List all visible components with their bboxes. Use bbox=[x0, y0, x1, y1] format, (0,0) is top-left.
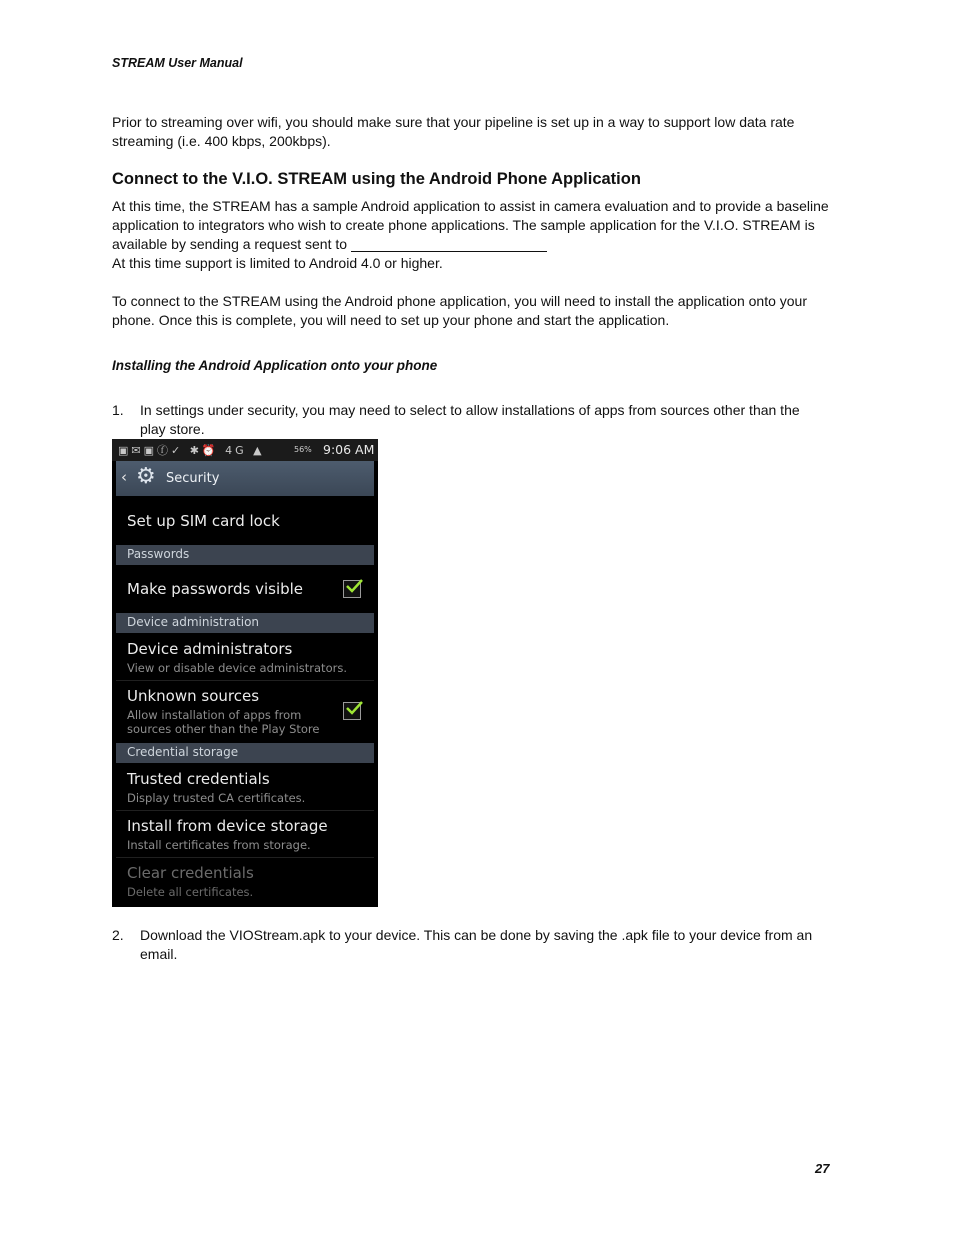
row-divider bbox=[116, 810, 374, 811]
setting-subtitle: Allow installation of apps from bbox=[127, 708, 302, 722]
checkmark-icon bbox=[344, 577, 364, 597]
page-number: 27 bbox=[815, 1161, 830, 1176]
section-label: Device administration bbox=[127, 615, 260, 629]
gear-icon: ⚙ bbox=[136, 464, 156, 489]
setting-trusted-credentials[interactable]: Trusted credentials bbox=[127, 770, 270, 788]
email-blank-line bbox=[351, 237, 547, 252]
step-number: 2. bbox=[112, 927, 124, 943]
running-header: STREAM User Manual bbox=[112, 56, 243, 70]
setting-subtitle: Delete all certificates. bbox=[127, 885, 254, 899]
back-chevron-icon[interactable]: ‹ bbox=[121, 468, 127, 486]
section-heading: Connect to the V.I.O. STREAM using the Android Phone Application bbox=[112, 170, 641, 188]
paragraph-availability bbox=[112, 197, 829, 273]
setting-device-administrators[interactable]: Device administrators bbox=[127, 640, 293, 658]
request-text: available by sending a request sent to bbox=[112, 236, 348, 252]
step-1-text bbox=[140, 401, 800, 439]
intro-line: Prior to streaming over wifi, you should make sure that your pipeline is set up in a way to support low data rate bbox=[112, 114, 795, 130]
setting-sim-lock[interactable]: Set up SIM card lock bbox=[127, 512, 280, 530]
checkbox-unknown-sources[interactable] bbox=[343, 702, 361, 720]
setting-clear-credentials: Clear credentials bbox=[127, 864, 254, 882]
subheading-install: Installing the Android Application onto your phone bbox=[112, 358, 438, 373]
para-line: To connect to the STREAM using the Android phone application, you will need to install the application onto your bbox=[112, 293, 807, 309]
section-device-administration bbox=[116, 613, 374, 633]
intro-paragraph bbox=[112, 113, 794, 151]
status-bar bbox=[112, 439, 378, 461]
para-line: At this time support is limited to Android 4.0 or higher. bbox=[112, 255, 443, 271]
network-icon: 4G bbox=[225, 444, 247, 457]
setting-unknown-sources[interactable]: Unknown sources bbox=[127, 687, 260, 705]
setting-subtitle: Display trusted CA certificates. bbox=[127, 791, 306, 805]
step-line: email. bbox=[140, 946, 178, 962]
setting-install-from-storage[interactable]: Install from device storage bbox=[127, 817, 328, 835]
checkbox-make-passwords-visible[interactable] bbox=[343, 580, 361, 598]
paragraph-connect bbox=[112, 292, 807, 330]
para-line: application to integrators who wish to create phone applications. The sample application for the V.I.O. STREAM is bbox=[112, 217, 815, 233]
android-security-screenshot bbox=[112, 439, 378, 907]
para-line bbox=[112, 235, 829, 254]
section-label: Credential storage bbox=[127, 745, 239, 759]
row-divider bbox=[116, 680, 374, 681]
step-line: play store. bbox=[140, 421, 205, 437]
row-divider bbox=[116, 857, 374, 858]
step-line: Download the VIOStream.apk to your device. This can be done by saving the .apk file to your device from an bbox=[140, 927, 813, 943]
setting-subtitle: View or disable device administrators. bbox=[127, 661, 347, 675]
intro-line: streaming (i.e. 400 kbps, 200kbps). bbox=[112, 133, 331, 149]
setting-make-passwords-visible[interactable]: Make passwords visible bbox=[127, 580, 304, 598]
setting-subtitle: Install certificates from storage. bbox=[127, 838, 311, 852]
checkmark-icon bbox=[344, 699, 364, 719]
status-time: 9:06 AM bbox=[323, 442, 375, 457]
step-number: 1. bbox=[112, 402, 124, 418]
step-2-text bbox=[140, 926, 812, 964]
action-bar bbox=[116, 461, 374, 496]
notification-icons: ▣✉▣ⓕ✓ ✱⏰ 4G ▲ bbox=[118, 444, 265, 457]
step-line: In settings under security, you may need to select to allow installations of apps from sources other than the bbox=[140, 402, 800, 418]
para-line: phone. Once this is complete, you will need to set up your phone and start the application. bbox=[112, 312, 670, 328]
section-passwords bbox=[116, 545, 374, 565]
para-line: At this time, the STREAM has a sample Android application to assist in camera evaluation and to provide a baseline bbox=[112, 198, 829, 214]
battery-indicator: 56% bbox=[294, 445, 312, 454]
section-label: Passwords bbox=[127, 547, 190, 561]
setting-subtitle: sources other than the Play Store bbox=[127, 722, 320, 736]
section-credential-storage bbox=[116, 743, 374, 763]
action-bar-title: Security bbox=[166, 471, 220, 486]
